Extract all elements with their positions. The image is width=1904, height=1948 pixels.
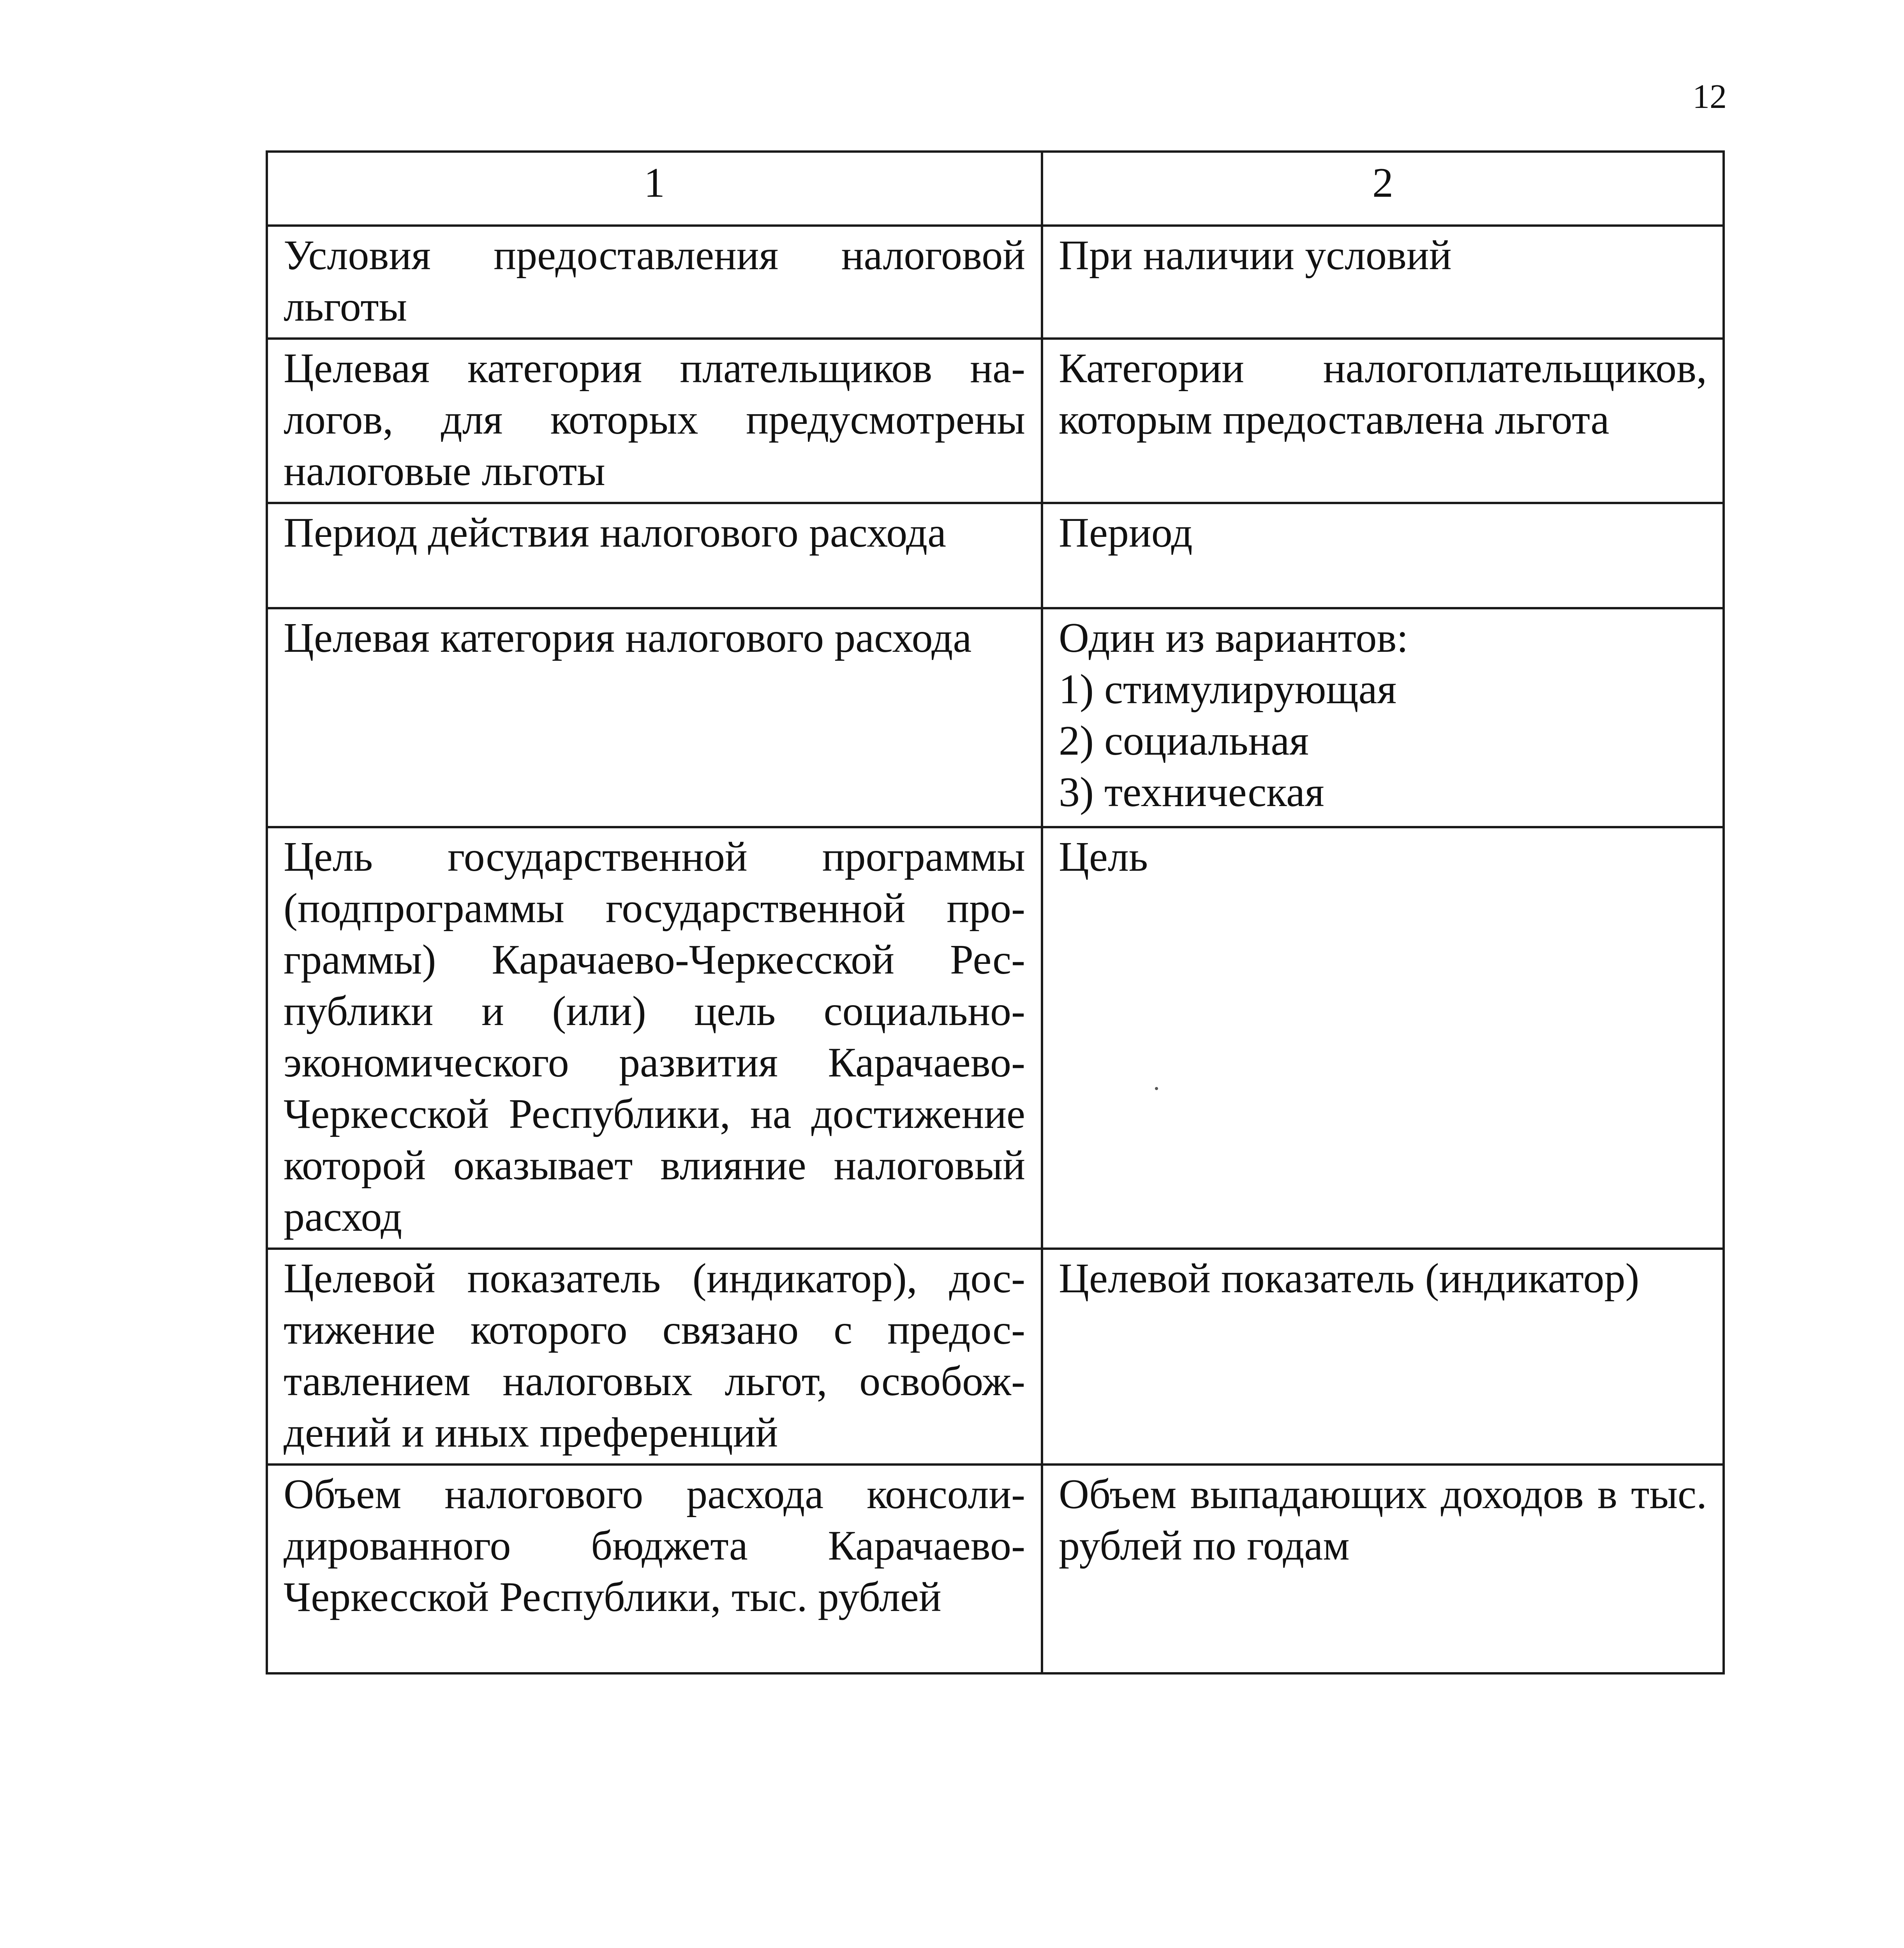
- row-label-expenditure-volume: Объем налогового расхода консолидированного бюджета Карачаево-Черкесской Республики, тыс. рублей: [267, 1465, 1042, 1673]
- row-label-payer-category: Целевая категория плательщиков налогов, для которых предусмотрены налоговые льготы: [267, 339, 1042, 503]
- scan-speck: [1155, 1087, 1158, 1090]
- variants-intro: Один из вариантов:: [1059, 615, 1409, 661]
- row-value-expenditure-volume: Объем выпадающих доходов в тыс. рублей по годам: [1042, 1465, 1724, 1673]
- table-row: [267, 1465, 1724, 1673]
- row-value-target-indicator: Целевой показатель (индикатор): [1042, 1249, 1724, 1465]
- row-value-payer-category: Категории налогоплательщиков, которым предоставлена льгота: [1042, 339, 1724, 503]
- row-label-period: Период действия налогового расхода: [267, 503, 1042, 608]
- row-label-target-indicator: Целевой показатель (индикатор), достижение которого связано с предоставлением налоговых льгот, освобождений и иных преференций: [267, 1249, 1042, 1465]
- page-number: 12: [1692, 78, 1727, 116]
- table-row: [267, 827, 1724, 1249]
- table-row: [267, 339, 1724, 503]
- table-header-row: [267, 152, 1724, 226]
- row-value-period: Период: [1042, 503, 1724, 608]
- row-label-program-goal: Цель государственной программы (подпрограммы государственной программы) Карачаево-Черкесской Республики и (или) цель социально-экономического развития Карачаево-Черкесской Республики, на достижение которой оказывает влияние налоговый расход: [267, 827, 1042, 1249]
- table-row: [267, 608, 1724, 827]
- table-row: [267, 503, 1724, 608]
- row-value-conditions: При наличии условий: [1042, 226, 1724, 339]
- row-label-conditions: Условия предоставления налоговой льготы: [267, 226, 1042, 339]
- tax-expenditure-table: [266, 150, 1725, 1675]
- row-value-program-goal: Цель: [1042, 827, 1724, 1249]
- column-number-1: 1: [267, 152, 1042, 226]
- variant-social: 2) социальная: [1059, 718, 1309, 764]
- table-row: [267, 1249, 1724, 1465]
- table-row: [267, 226, 1724, 339]
- column-number-2: 2: [1042, 152, 1724, 226]
- row-value-expenditure-category: [1042, 608, 1724, 827]
- row-label-expenditure-category: Целевая категория налогового расхода: [267, 608, 1042, 827]
- variant-technical: 3) техническая: [1059, 769, 1324, 815]
- variant-stimulating: 1) стимулирующая: [1059, 666, 1397, 713]
